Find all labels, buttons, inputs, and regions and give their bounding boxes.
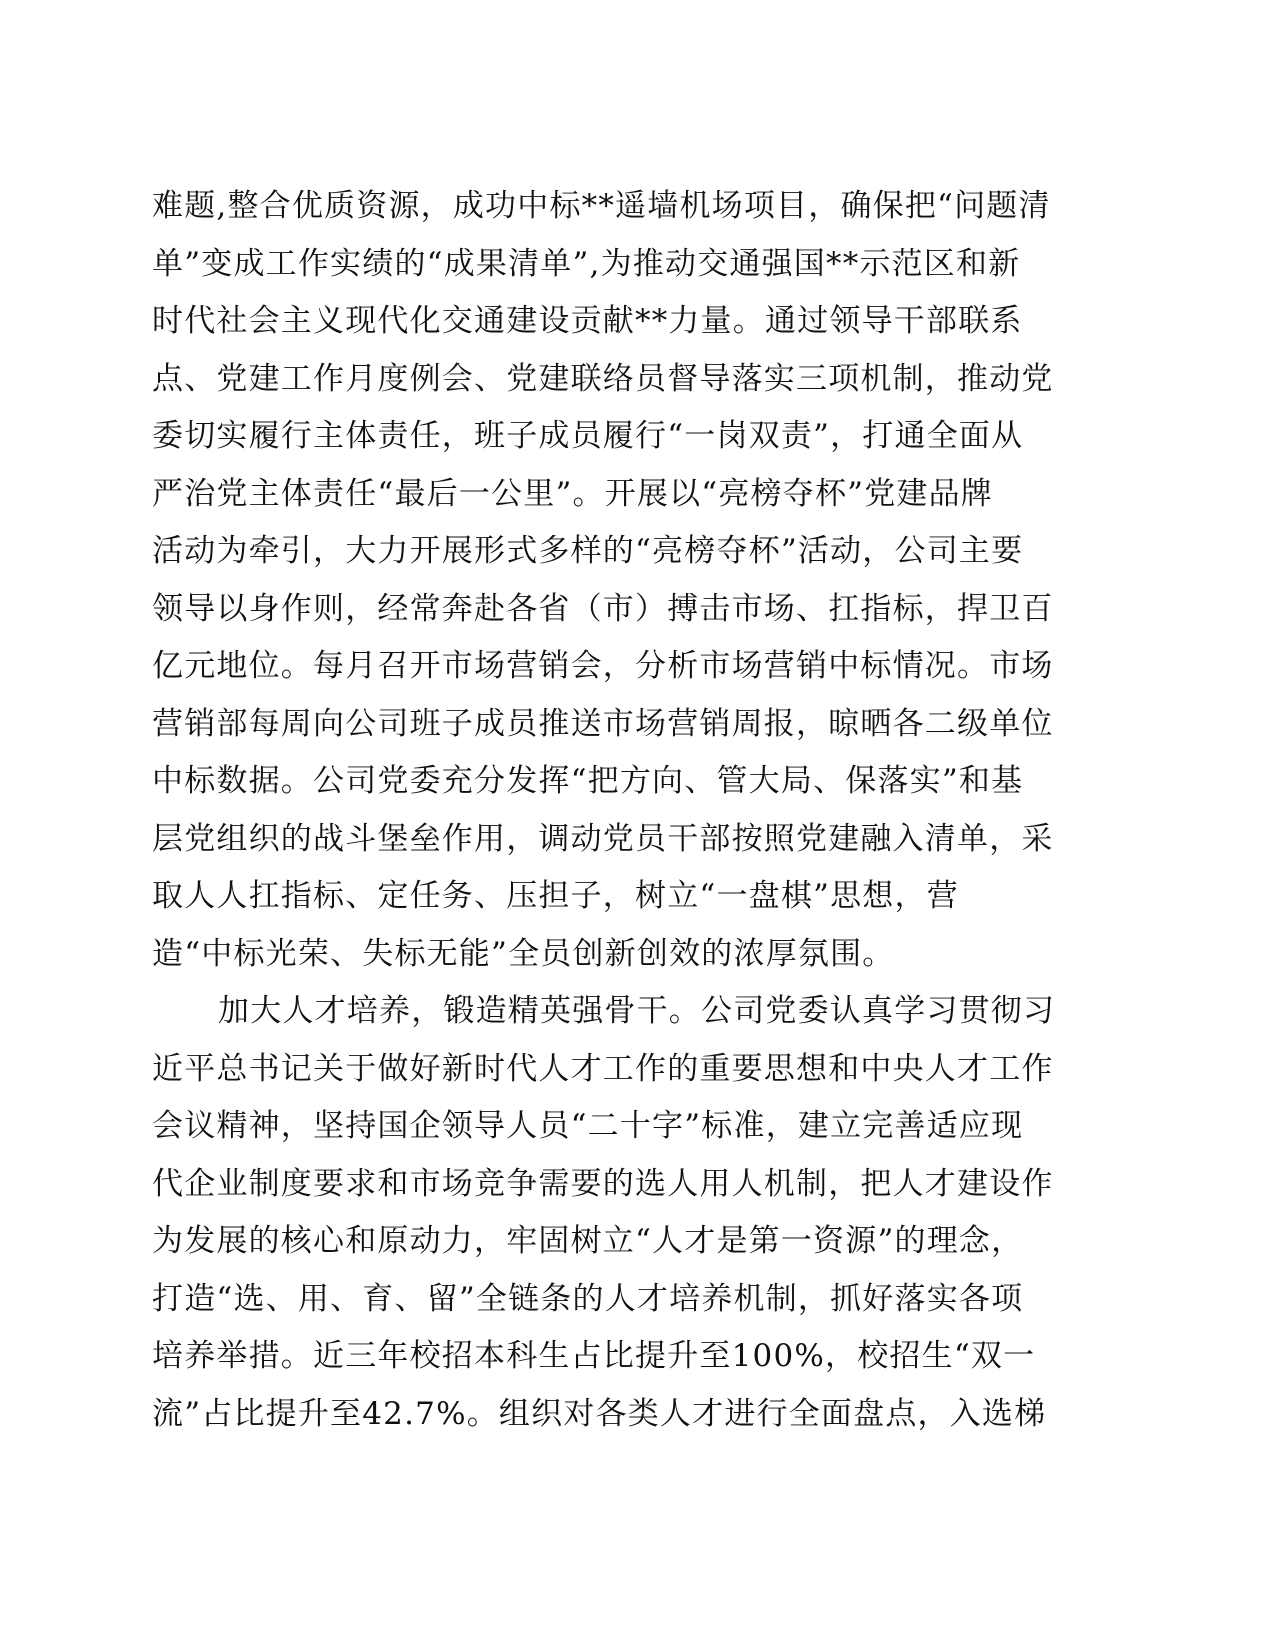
text-line: 近平总书记关于做好新时代人才工作的重要思想和中央人才工作 <box>152 1050 1054 1087</box>
text-line: 取人人扛指标、定任务、压担子，树立“一盘棋”思想，营 <box>152 878 959 914</box>
body-text <box>152 178 1092 1443</box>
text-line: 时代社会主义现代化交通建设贡献**力量。通过领导干部联系 <box>152 303 1023 339</box>
text-line: 代企业制度要求和市场竞争需要的选人用人机制，把人才建设作 <box>152 1165 1054 1202</box>
text-line: 严治党主体责任“最后一公里”。开展以“亮榜夺杯”党建品牌 <box>152 475 993 512</box>
text-line: 培养举措。近三年校招本科生占比提升至100%，校招生“双一 <box>152 1338 1036 1374</box>
text-line: 层党组织的战斗堡垒作用，调动党员干部按照党建融入清单，采 <box>152 820 1054 857</box>
text-line: 会议精神，坚持国企领导人员“二十字”标准，建立完善适应现 <box>152 1108 1024 1144</box>
text-line: 活动为牵引，大力开展形式多样的“亮榜夺杯”活动，公司主要 <box>152 533 1024 569</box>
text-line: 亿元地位。每月召开市场营销会，分析市场营销中标情况。市场 <box>152 648 1054 684</box>
text-line: 打造“选、用、育、留”全链条的人才培养机制，抓好落实各项 <box>152 1280 1024 1317</box>
text-line: 为发展的核心和原动力，牢固树立“人才是第一资源”的理念， <box>152 1223 1024 1259</box>
text-line: 难题,整合优质资源，成功中标**遥墙机场项目，确保把“问题清 <box>152 188 1051 224</box>
text-line: 点、党建工作月度例会、党建联络员督导落实三项机制，推动党 <box>152 360 1054 397</box>
text-line: 单”变成工作实绩的“成果清单”,为推动交通强国**示范区和新 <box>152 245 1021 282</box>
text-line: 中标数据。公司党委充分发挥“把方向、管大局、保落实”和基 <box>152 763 1024 799</box>
text-line: 造“中标光荣、失标无能”全员创新创效的浓厚氛围。 <box>152 935 895 972</box>
paragraph-start-line: 加大人才培养，锻造精英强骨干。公司党委认真学习贯彻习 <box>218 993 1056 1029</box>
text-line: 领导以身作则，经常奔赴各省（市）搏击市场、扛指标，捍卫百 <box>152 590 1054 627</box>
text-line: 委切实履行主体责任，班子成员履行“一岗双责”，打通全面从 <box>152 418 1024 454</box>
text-line: 流”占比提升至42.7%。组织对各类人才进行全面盘点，入选梯 <box>152 1395 1047 1432</box>
text-line: 营销部每周向公司班子成员推送市场营销周报，晾晒各二级单位 <box>152 705 1054 742</box>
